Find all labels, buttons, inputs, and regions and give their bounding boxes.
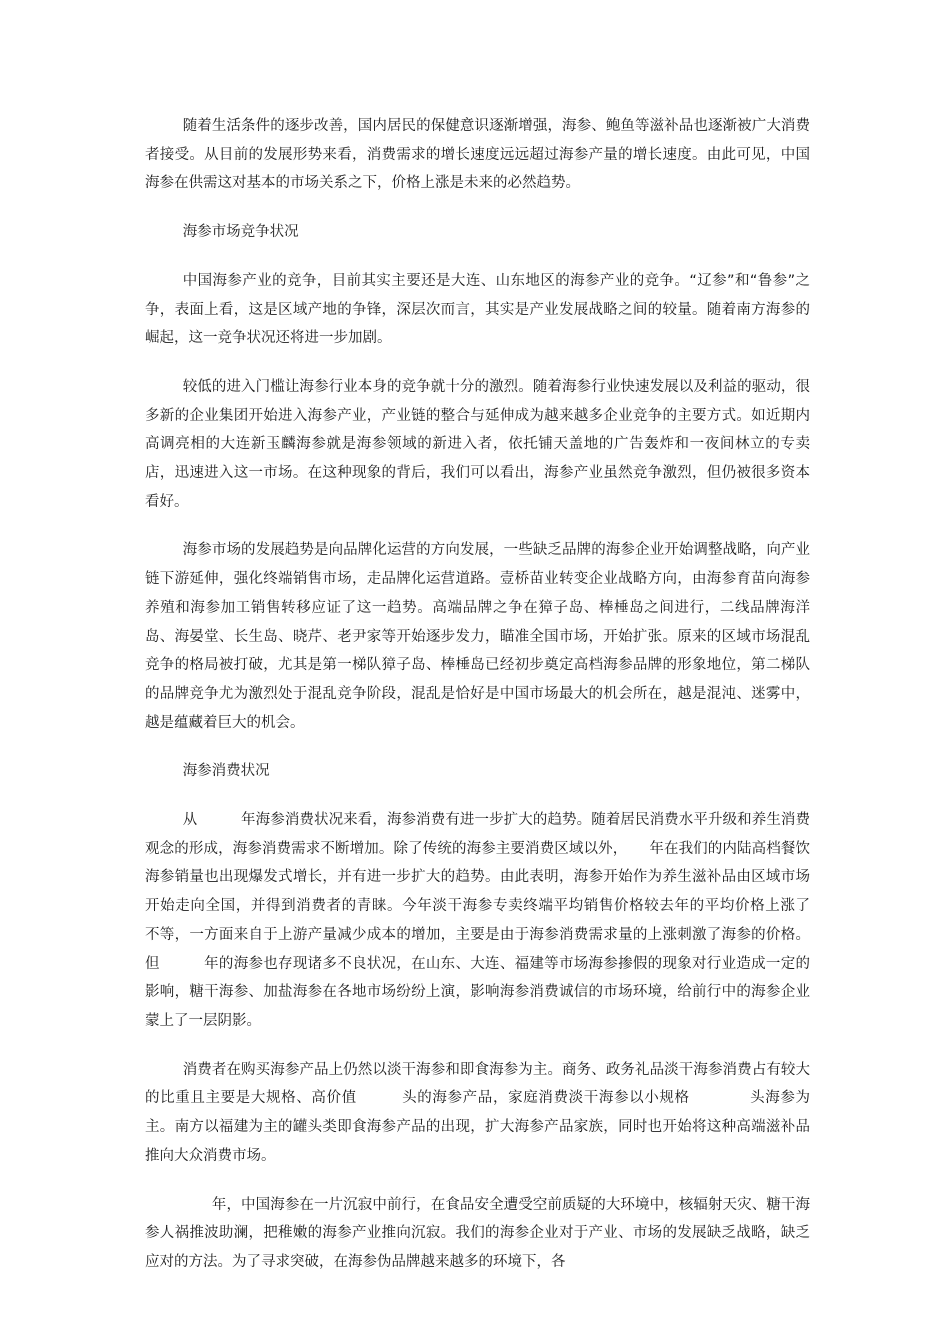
document-body bbox=[145, 112, 868, 1297]
section-heading-competition: 海参市场竞争状况 bbox=[182, 224, 299, 241]
paragraph-industry-outlook: 年，中国海参在一片沉寂中前行，在食品安全遭受空前质疑的大环境中，核辐射天灾、糖干海参人祸推波助澜，把稚嫩的海参产业推向沉寂。我们的海参企业对于产业、市场的发展缺乏战略，缺乏应对的方法。为了寻求突破，在海参伪品牌越来越多的环境下，各 bbox=[145, 1196, 810, 1270]
paragraph-intro: 随着生活条件的逐步改善，国内居民的保健意识逐渐增强，海参、鲍鱼等滋补品也逐渐被广大消费者接受。从目前的发展形势来看，消费需求的增长速度远远超过海参产量的增长速度。由此可见，中国海参在供需这对基本的市场关系之下，价格上涨是未来的必然趋势。 bbox=[145, 118, 810, 192]
paragraph-competition-entry: 较低的进入门槛让海参行业本身的竞争就十分的激烈。随着海参行业快速发展以及利益的驱动，很多新的企业集团开始进入海参产业，产业链的整合与延伸成为越来越多企业竞争的主要方式。如近期内高调亮相的大连新玉麟海参就是海参领域的新进入者，依托铺天盖地的广告轰炸和一夜间林立的专卖店，迅速进入这一市场。在这种现象的背后，我们可以看出，海参产业虽然竞争激烈，但仍被很多资本看好。 bbox=[145, 378, 810, 510]
paragraph-consumption-trend: 从 年海参消费状况来看，海参消费有进一步扩大的趋势。随着居民消费水平升级和养生消费观念的形成，海参消费需求不断增加。除了传统的海参主要消费区域以外， 年在我们的内陆高档餐饮海参销量也出现爆发式增长，并有进一步扩大的趋势。由此表明，海参开始作为养生滋补品由区域市场开始走向全国，并得到消费者的青睐。今年淡干海参专卖终端平均销售价格较去年的平均价格上涨了 不等，一方面来自于上游产量减少成本的增加，主要是由于海参消费需求量的上涨刺激了海参的价格。但 年的海参也存现诸多不良状况，在山东、大连、福建等市场海参掺假的现象对行业造成一定的影响，糖干海参、加盐海参在各地市场纷纷上演，影响海参消费诚信的市场环境，给前行中的海参企业蒙上了一层阴影。 bbox=[145, 812, 868, 1029]
paragraph-consumption-products: 消费者在购买海参产品上仍然以淡干海参和即食海参为主。商务、政务礼品淡干海参消费占有较大的比重且主要是大规格、高价值 头的海参产品，家庭消费淡干海参以小规格 头海参为主。南方以福建为主的罐头类即食海参产品的出现，扩大海参产品家族，同时也开始将这种高端滋补品推向大众消费市场。 bbox=[145, 1061, 810, 1164]
paragraph-competition-brands: 海参市场的发展趋势是向品牌化运营的方向发展，一些缺乏品牌的海参企业开始调整战略，向产业链下游延伸，强化终端销售市场，走品牌化运营道路。壹桥苗业转变企业战略方向，由海参育苗向海参养殖和海参加工销售转移应证了这一趋势。高端品牌之争在獐子岛、棒棰岛之间进行，二线品牌海洋岛、海晏堂、长生岛、晓芹、老尹家等开始逐步发力，瞄准全国市场，开始扩张。原来的区域市场混乱竞争的格局被打破，尤其是第一梯队獐子岛、棒棰岛已经初步奠定高档海参品牌的形象地位，第二梯队的品牌竞争尤为激烈处于混乱竞争阶段，混乱是恰好是中国市场最大的机会所在，越是混沌、迷雾中，越是蕴藏着巨大的机会。 bbox=[145, 542, 810, 731]
section-heading-consumption: 海参消费状况 bbox=[182, 763, 270, 780]
paragraph-competition-regions: 中国海参产业的竞争，目前其实主要还是大连、山东地区的海参产业的竞争。“辽参”和“鲁参”之争，表面上看，这是区域产地的争锋，深层次而言，其实是产业发展战略之间的较量。随着南方海参的崛起，这一竞争状况还将进一步加剧。 bbox=[145, 272, 810, 347]
